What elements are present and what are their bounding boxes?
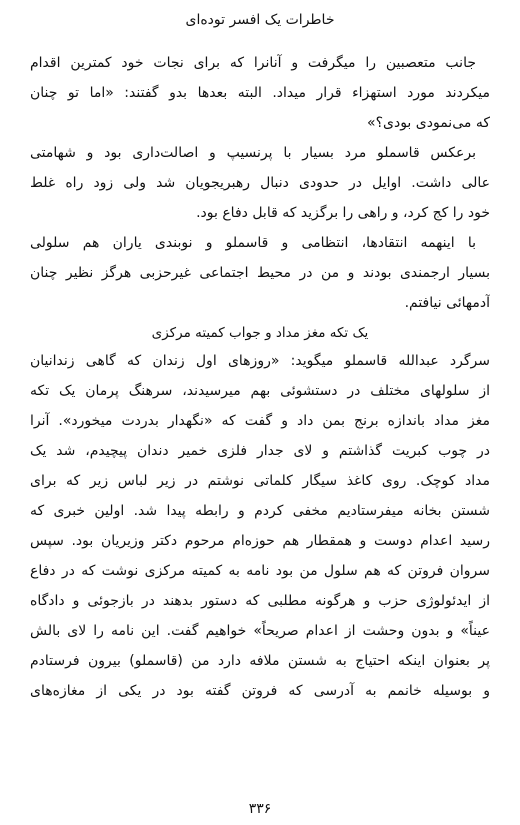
text-line: در چوب کبریت گذاشتم و لای جدار فلزی خمیر دندان پیچیدم، شد یک <box>30 443 490 459</box>
text-line: از سلولهای مختلف در دستشوئی بهم میرسیدند، سرهنگ پرمان یک تکه <box>30 383 490 399</box>
text-line: میکردند مورد استهزاء قرار میداد. البته بعدها بدو گفتند: «اما تو چنان <box>30 85 490 101</box>
text-line: برعکس قاسملو مرد بسیار با پرنسیپ و اصالت‌داری بود و شهامتی <box>30 145 476 161</box>
text-line: جانب متعصبین را میگرفت و آنانرا که برای نجات خود کمترین اقدام <box>30 55 476 71</box>
text-line: عالی داشت. اوایل در حدودی دنبال رهبریجویان شد ولی زود راه غلط <box>30 175 490 191</box>
paragraph-2 <box>30 138 490 228</box>
running-header: خاطرات یک افسر توده‌ای <box>185 12 335 28</box>
text-line: خود را کج کرد، و راهی را برگزید که قابل دفاع بود. <box>196 205 490 221</box>
text-line: رسید اعدام دوست و همقطار هم حوزه‌ام مرحوم دکتر وزیریان بود. سپس <box>30 533 490 549</box>
text-line: بسیار ارجمندی بودند و من در محیط اجتماعی غیرحزبی هرگز نظیر چنان <box>30 265 490 281</box>
text-line: از ایدئولوژی حزب و هرگونه مطلبی که دستور بدهند در بازجوئی و دادگاه <box>30 593 490 609</box>
text-line: سروان فروتن که هم سلول من بود نامه به کمیته مرکزی نوشت که در دفاع <box>30 563 490 579</box>
paragraph-4 <box>30 346 490 706</box>
section-subheading: یک تکه مغز مداد و جواب کمیته مرکزی <box>151 325 369 341</box>
paragraph-1 <box>30 48 490 138</box>
text-line: و بوسیله خانمم به آدرسی که فروتن گفته بود در یکی از مغازه‌های <box>30 683 490 699</box>
text-line: که می‌نمودی بودی؟» <box>367 115 490 131</box>
text-line: آدمهائی نیافتم. <box>404 295 490 311</box>
text-line: مغز مداد باندازه برنج بمن داد و گفت که «نگهدار بدردت میخورد». آنرا <box>30 413 490 429</box>
text-line: شستن بخانه میفرستادیم مخفی کردم و رابطه پیدا شد. اولین خبری که <box>30 503 490 519</box>
text-line: پر بعنوان اینکه احتیاج به شستن ملافه دارد من (قاسملو) بیرون فرستادم <box>30 653 490 669</box>
text-line: عیناً» و بدون وحشت از اعدام صریحاً» خواهیم گفت. این نامه را لای بالش <box>30 623 490 639</box>
page-number: ۳۳۶ <box>248 801 272 817</box>
text-line: مداد کوچک. روی کاغذ سیگار کلماتی نوشتم در زیر لباس زیر که برای <box>30 473 490 489</box>
text-line: با اینهمه انتقادها، انتظامی و قاسملو و نوبندی یاران هم سلولی <box>30 235 476 251</box>
text-line: سرگرد عبدالله قاسملو میگوید: «روزهای اول زندان که گاهی زندانیان <box>30 353 490 369</box>
paragraph-3 <box>30 228 490 318</box>
